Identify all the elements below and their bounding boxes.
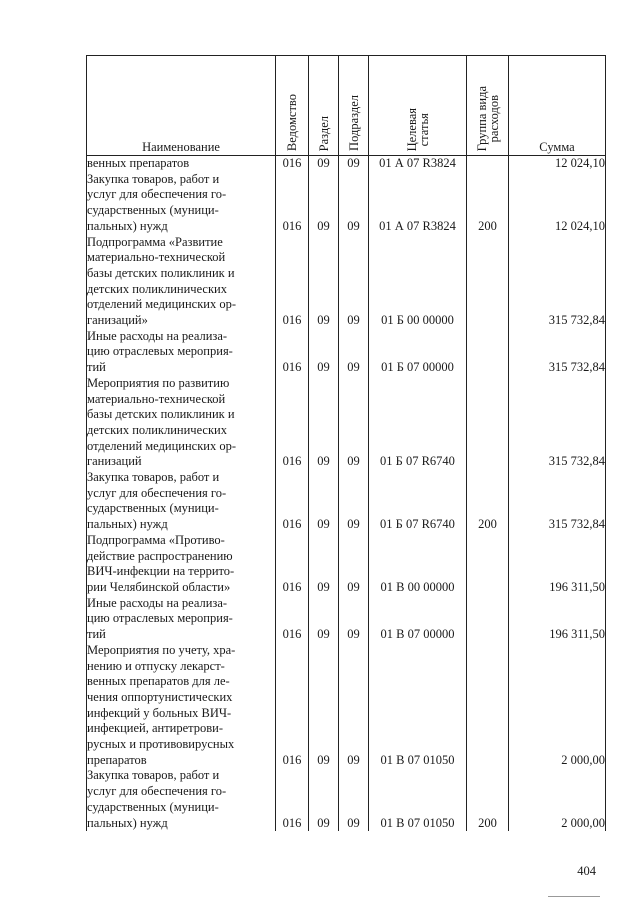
cell-sum: 315 732,84 xyxy=(509,329,606,376)
cell-department: 016 xyxy=(276,596,309,643)
cell-subsection: 09 xyxy=(339,172,369,235)
cell-target-article: 01 Б 07 00000 xyxy=(369,329,467,376)
cell-expense-group: 200 xyxy=(467,768,509,831)
table-row xyxy=(87,768,606,831)
cell-subsection: 09 xyxy=(339,235,369,329)
cell-target-article: 01 А 07 R3824 xyxy=(369,172,467,235)
cell-name: Мероприятия по учету, хра- нению и отпуску лекарст- венных препаратов для ле- чения оппортунистических инфекций у больных ВИЧ- инфекцией, антиретрови- русных и противовирусных препаратов xyxy=(87,643,276,769)
cell-department: 016 xyxy=(276,643,309,769)
cell-section: 09 xyxy=(309,643,339,769)
cell-expense-group xyxy=(467,376,509,470)
cell-target-article: 01 Б 07 R6740 xyxy=(369,470,467,533)
cell-subsection: 09 xyxy=(339,156,369,172)
cell-section: 09 xyxy=(309,156,339,172)
cell-name: Мероприятия по развитию материально-технической базы детских поликлиник и детских поликлинических отделений медицинских ор- ганизаций xyxy=(87,376,276,470)
cell-target-article: 01 В 00 00000 xyxy=(369,533,467,596)
cell-expense-group: 200 xyxy=(467,470,509,533)
cell-sum: 196 311,50 xyxy=(509,596,606,643)
cell-sum: 315 732,84 xyxy=(509,470,606,533)
table-row xyxy=(87,533,606,596)
cell-subsection: 09 xyxy=(339,596,369,643)
cell-name: Иные расходы на реализа- цию отраслевых мероприя- тий xyxy=(87,329,276,376)
cell-section: 09 xyxy=(309,768,339,831)
header-subsection: Подраздел xyxy=(339,56,369,156)
cell-department: 016 xyxy=(276,156,309,172)
cell-sum: 2 000,00 xyxy=(509,643,606,769)
cell-expense-group xyxy=(467,643,509,769)
cell-section: 09 xyxy=(309,470,339,533)
cell-sum: 2 000,00 xyxy=(509,768,606,831)
cell-expense-group xyxy=(467,235,509,329)
cell-department: 016 xyxy=(276,235,309,329)
cell-department: 016 xyxy=(276,533,309,596)
cell-expense-group xyxy=(467,596,509,643)
header-sum: Сумма xyxy=(509,56,606,156)
cell-department: 016 xyxy=(276,376,309,470)
cell-target-article: 01 А 07 R3824 xyxy=(369,156,467,172)
cell-subsection: 09 xyxy=(339,643,369,769)
cell-sum: 12 024,10 xyxy=(509,172,606,235)
cell-section: 09 xyxy=(309,376,339,470)
cell-section: 09 xyxy=(309,235,339,329)
cell-subsection: 09 xyxy=(339,768,369,831)
footer-divider xyxy=(548,896,600,897)
cell-name: Закупка товаров, работ и услуг для обеспечения го- сударственных (муници- пальных) нужд xyxy=(87,768,276,831)
table-header-row xyxy=(87,56,606,156)
cell-section: 09 xyxy=(309,329,339,376)
cell-department: 016 xyxy=(276,329,309,376)
cell-section: 09 xyxy=(309,596,339,643)
table-row xyxy=(87,235,606,329)
page-number: 404 xyxy=(577,864,596,878)
table-row xyxy=(87,643,606,769)
cell-sum: 196 311,50 xyxy=(509,533,606,596)
cell-name: Закупка товаров, работ и услуг для обеспечения го- сударственных (муници- пальных) нужд xyxy=(87,470,276,533)
header-section: Раздел xyxy=(309,56,339,156)
cell-expense-group xyxy=(467,329,509,376)
header-department: Ведомство xyxy=(276,56,309,156)
cell-expense-group: 200 xyxy=(467,172,509,235)
header-name: Наименование xyxy=(87,56,276,156)
cell-subsection: 09 xyxy=(339,533,369,596)
cell-target-article: 01 Б 00 00000 xyxy=(369,235,467,329)
cell-name: Подпрограмма «Развитие материально-технической базы детских поликлиник и детских поликлинических отделений медицинских ор- ганизаций» xyxy=(87,235,276,329)
cell-expense-group xyxy=(467,156,509,172)
table-row xyxy=(87,156,606,172)
cell-department: 016 xyxy=(276,172,309,235)
cell-subsection: 09 xyxy=(339,329,369,376)
cell-target-article: 01 В 07 01050 xyxy=(369,768,467,831)
cell-sum: 12 024,10 xyxy=(509,156,606,172)
cell-name: Иные расходы на реализа- цию отраслевых мероприя- тий xyxy=(87,596,276,643)
header-target-article: Целевая статья xyxy=(369,56,467,156)
cell-sum: 315 732,84 xyxy=(509,376,606,470)
table-row xyxy=(87,172,606,235)
cell-department: 016 xyxy=(276,470,309,533)
cell-department: 016 xyxy=(276,768,309,831)
cell-name: венных препаратов xyxy=(87,156,276,172)
cell-target-article: 01 Б 07 R6740 xyxy=(369,376,467,470)
cell-name: Закупка товаров, работ и услуг для обеспечения го- сударственных (муници- пальных) нужд xyxy=(87,172,276,235)
cell-section: 09 xyxy=(309,172,339,235)
table-row xyxy=(87,596,606,643)
cell-target-article: 01 В 07 00000 xyxy=(369,596,467,643)
table-row xyxy=(87,376,606,470)
table-body xyxy=(87,156,606,832)
cell-section: 09 xyxy=(309,533,339,596)
cell-expense-group xyxy=(467,533,509,596)
budget-table xyxy=(86,55,606,831)
cell-target-article: 01 В 07 01050 xyxy=(369,643,467,769)
cell-sum: 315 732,84 xyxy=(509,235,606,329)
table-row xyxy=(87,329,606,376)
cell-subsection: 09 xyxy=(339,470,369,533)
cell-name: Подпрограмма «Противо- действие распространению ВИЧ-инфекции на террито- рии Челябинской области» xyxy=(87,533,276,596)
cell-subsection: 09 xyxy=(339,376,369,470)
table-row xyxy=(87,470,606,533)
header-expense-group: Группа вида расходов xyxy=(467,56,509,156)
